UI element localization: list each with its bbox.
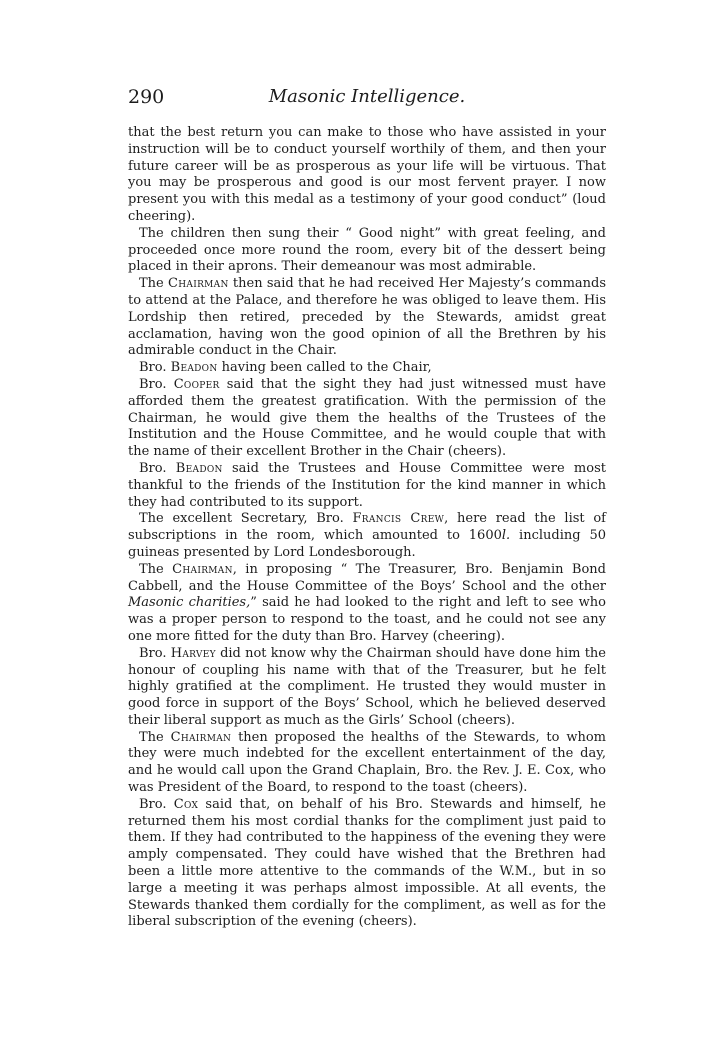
text-run: did not know why the Chairman should have done him the honour of coupling his name with that of the Treasurer, but he felt highly gratified at the compliment. He trusted they would muster in good force in support of the Boys’ School, which he believed deserved their liberal support as much as the Girls’ School (cheers). [128,645,607,728]
text-run: ” said he had looked to the right and left to see who was a proper person to respond to the toast, and he could not see any one more fitted for the duty than Bro. Harvey (cheering). [128,595,606,644]
paragraph-children-sung [128,226,606,276]
speaker-name: Chairman [168,276,229,292]
article-body [128,125,606,931]
paragraph-stewards-toast [128,730,606,797]
text-run: having been called to the Chair, [217,360,432,376]
paragraph-chairman-message [128,276,606,360]
text-run: The excellent Secretary, Bro. [139,511,353,527]
text-run: said the Trustees and House Committee were most thankful to the friends of the Institution for the kind manner in which they had contributed to its support. [128,460,606,510]
speaker-name: Francis Crew [352,511,445,527]
text-run: Bro. [139,376,174,392]
text-run: Bro. [139,360,171,376]
text-run: Bro. [139,460,176,476]
paragraph-cox [128,797,606,931]
paragraph-beadon-chair [128,360,606,377]
paragraph-continued [128,125,606,226]
text-run: The children then sung their “ Good night” with great feeling, and proceeded once more round the room, every bit of the dessert being placed in their aprons. Their demeanour was most admirable. [128,225,606,275]
speaker-name: Cooper [173,376,220,392]
paragraph-beadon-reply [128,461,606,511]
text-run: The [139,729,171,745]
text-run: including 50 guineas presented by Lord Londesborough. [128,528,606,560]
italic-text: l. [501,528,511,544]
paragraph-secretary [128,511,606,561]
page-number: 290 [128,86,165,108]
text-run: said that, on behalf of his Bro. Stewards and himself, he returned them his most cordial thanks for the compliment just paid to them. If they had contributed to the happiness of the evening they were amply compensated. They could have wished that the Brethren had been a little more attentive to the commands of the W.M., but in so large a meeting it was perhaps almost impossible. At all events, the Stewards thanked them cordially for the compliment, as well as for the liberal subscription of the evening (cheers). [128,796,606,930]
speaker-name: Chairman [172,561,233,577]
speaker-name: Cox [173,796,199,812]
page-header [128,86,606,112]
text-run: said that the sight they had just witnessed must have afforded them the greatest gratification. With the permission of the Chairman, he would give them the healths of the Trustees of the Institution and the House Committee, and he would couple that with the name of their excellent Brother in the Chair (cheers). [128,376,606,460]
running-title: Masonic Intelligence. [268,86,466,107]
text-run: The [139,561,173,577]
text-run: Bro. [139,645,171,661]
text-run: then said that he had received Her Majesty’s commands to attend at the Palace, and therefore he was obliged to leave them. His Lordship then retired, preceded by the Stewards, amidst great acclamation, having won the good opinion of all the Brethren by his admirable conduct in the Chair. [128,276,607,359]
paragraph-harvey [128,646,606,730]
speaker-name: Harvey [170,645,216,661]
text-run: The [139,276,169,292]
text-run: then proposed the healths of the Stewards, to whom they were much indebted for the excellent entertainment of the day, and he would call upon the Grand Chaplain, Bro. the Rev. J. E. Cox, who was President of the Board, to respond to the toast (cheers). [128,729,606,796]
text-run: , here read the list of subscriptions in the room, which amounted to 1600 [128,511,606,544]
italic-text: Masonic charities, [128,595,251,611]
text-run: , in proposing “ The Treasurer, Bro. Benjamin Bond Cabbell, and the House Committee of the Boys’ School and the other [128,561,607,594]
paragraph-cooper [128,377,606,461]
paragraph-treasurer-toast [128,562,606,646]
text-run: Bro. [139,796,174,812]
speaker-name: Beadon [170,360,218,376]
text-run: that the best return you can make to those who have assisted in your instruction will be to conduct yourself worthily of them, and then your future career will be as prosperous as your life will be virtuous. That you may be prosperous and good is our most fervent prayer. I now present you with this medal as a testimony of your good conduct” (loud cheering). [128,125,606,224]
speaker-name: Chairman [170,729,232,745]
speaker-name: Beadon [175,460,223,476]
